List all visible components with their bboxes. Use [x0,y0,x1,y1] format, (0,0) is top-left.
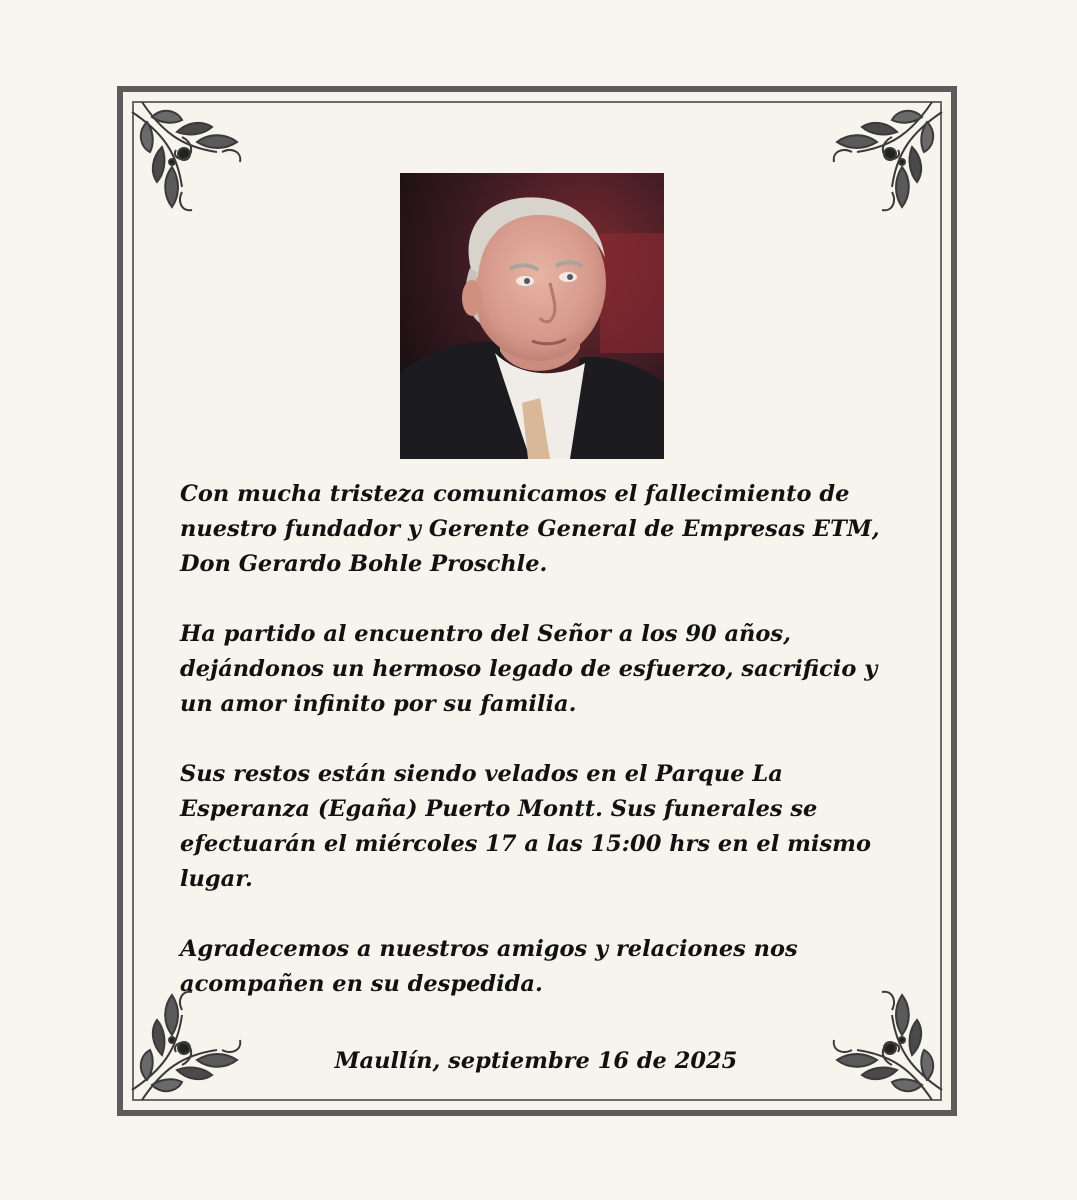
place-date-signature: Maullín, septiembre 16 de 2025 [334,1048,738,1074]
floral-ornament-icon [812,92,952,232]
message-paragraph-4: Agradecemos a nuestros amigos y relaciones nos acompañen en su despedida. [180,936,798,997]
portrait-icon [400,173,664,459]
floral-ornament-icon [122,92,262,232]
message-paragraph-2: Ha partido al encuentro del Señor a los 90 años, dejándonos un hermoso legado de esfuerzo, sacrificio y un amor infinito por su familia. [180,621,878,717]
message-paragraph-3: Sus restos están siendo velados en el Parque La Esperanza (Egaña) Puerto Montt. Sus funerales se efectuarán el miércoles 17 a las 15:00 hrs en el mismo lugar. [180,761,871,892]
obituary-message [180,477,910,1037]
message-paragraph-1: Con mucha tristeza comunicamos el fallecimiento de nuestro fundador y Gerente General de Empresas ETM, Don Gerardo Bohle Proschle. [180,481,880,577]
portrait-photo [400,173,664,459]
